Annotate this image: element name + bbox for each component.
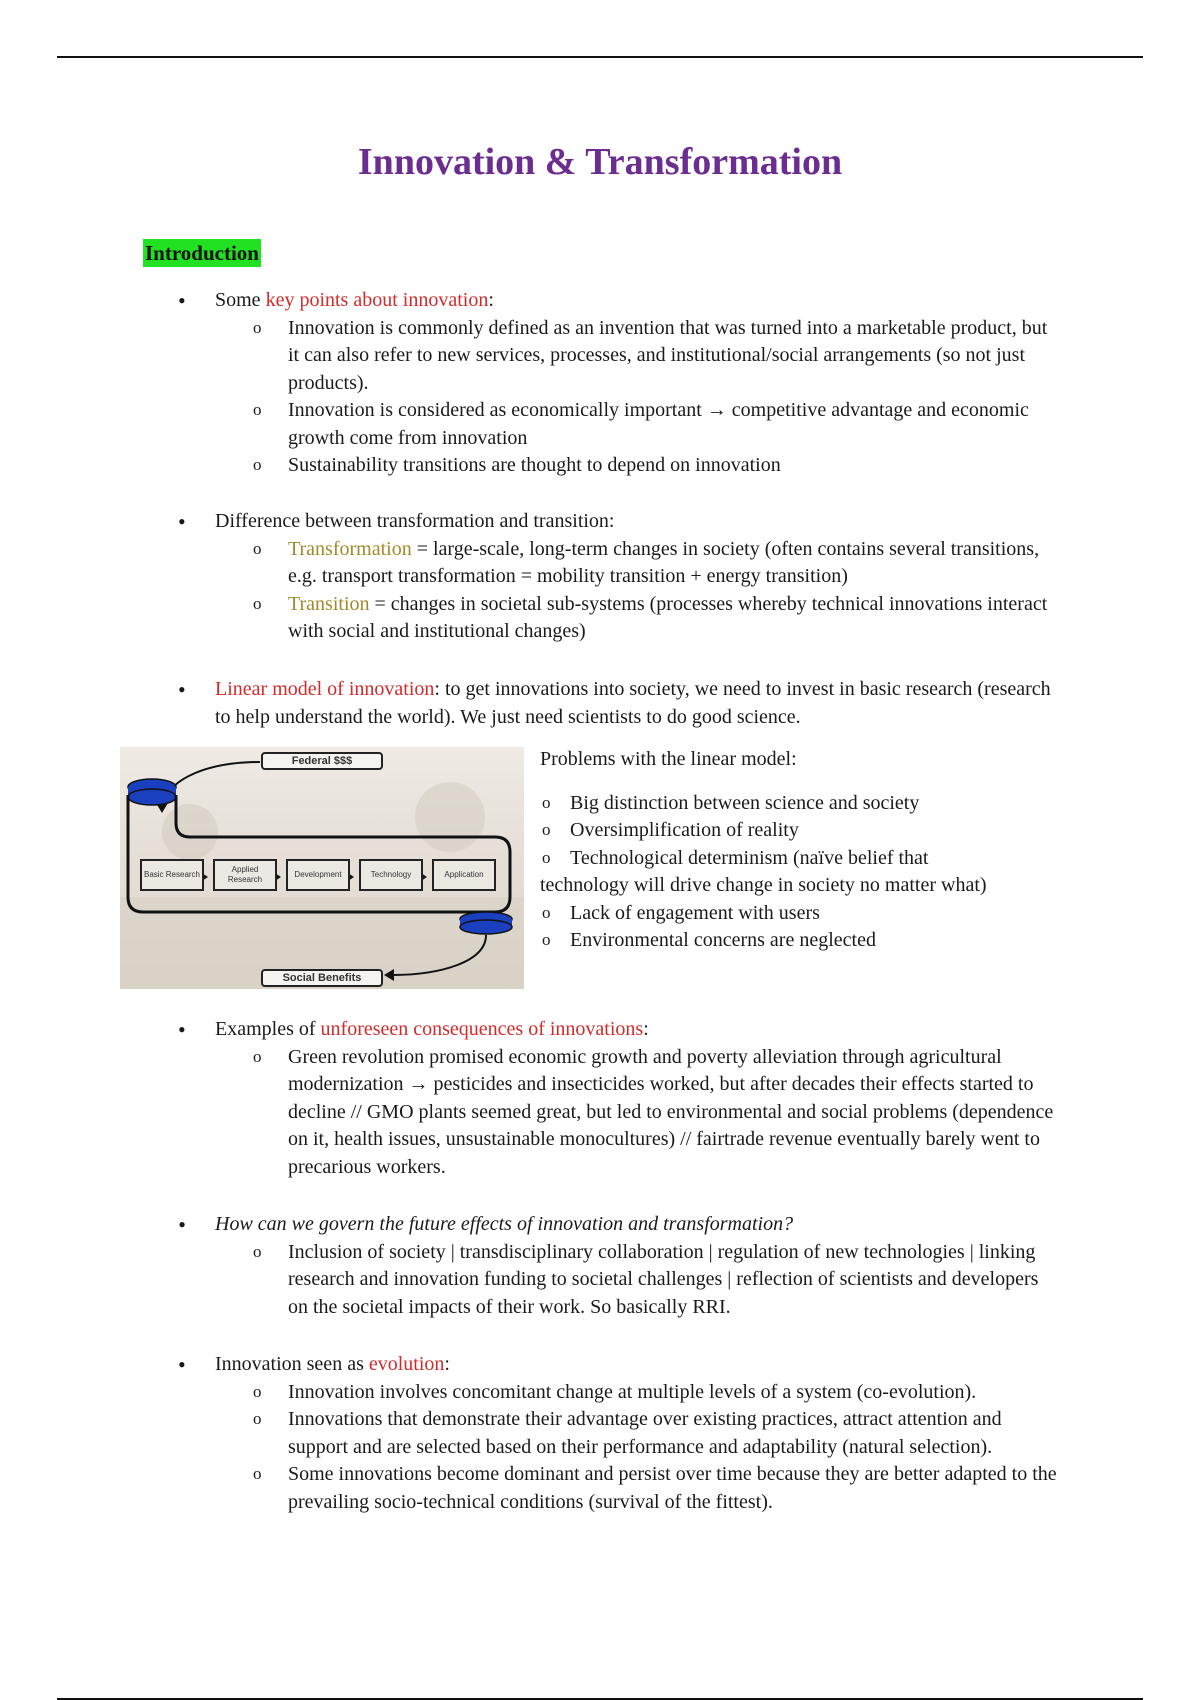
- sub-item: o Transition = changes in societal sub-systems (processes whereby technical innovations interact with social and institutional changes): [0, 591, 1058, 646]
- diagram-box: Applied Research: [213, 859, 277, 891]
- highlight-term: Linear model of innovation: [215, 678, 435, 700]
- top-rule: [57, 56, 1143, 58]
- list-item: o Lack of engagement with users: [540, 900, 1060, 928]
- diagram-box: Basic Research: [140, 859, 204, 891]
- bullet-transformation-transition: [0, 508, 1200, 646]
- list-item: o Environmental concerns are neglected: [540, 927, 1060, 955]
- bullet-key-points: [0, 287, 1200, 480]
- problems-title: Problems with the linear model:: [540, 748, 797, 770]
- highlight-term: evolution: [368, 1353, 445, 1375]
- sub-item: o Sustainability transitions are thought to depend on innovation: [0, 452, 1058, 480]
- list-item: • Examples of unforeseen consequences of innovations:: [0, 1016, 1065, 1044]
- list-item: • How can we govern the future effects of innovation and transformation?: [0, 1211, 1065, 1239]
- diagram-box: Application: [432, 859, 496, 891]
- sub-item: o Innovation is commonly defined as an invention that was turned into a marketable product, but it can also refer to new services, processes, and institutional/social arrangements (so not just products).: [0, 315, 1058, 398]
- list-item: o Technological determinism (naïve belief that: [540, 845, 1060, 873]
- highlight-term: Transformation: [288, 537, 412, 560]
- list-item: o Oversimplification of reality: [540, 817, 1060, 845]
- list-item: • Some key points about innovation:: [0, 287, 1065, 315]
- bullet-govern-future: [0, 1211, 1200, 1321]
- sub-item: o Green revolution promised economic growth and poverty alleviation through agricultural modernization → pesticides and insecticides worked, but after decades their effects started to decline // GMO plants seemed great, but led to environmental and social problems (dependence on it, health issues, unsustainable monocultures) // fairtrade revenue eventually barely went to precarious workers.: [0, 1044, 1058, 1182]
- highlight-term: Transition: [288, 592, 370, 615]
- diagram-label-benefits: Social Benefits: [261, 969, 383, 987]
- bullet-linear-model: [0, 676, 1200, 731]
- bullet-evolution: [0, 1351, 1200, 1516]
- sub-item: o Innovation is considered as economically important → competitive advantage and economic growth come from innovation: [0, 397, 1058, 452]
- highlight-term: key points about innovation: [265, 289, 489, 311]
- bullet-unforeseen-consequences: [0, 1016, 1200, 1181]
- diagram-box: Development: [286, 859, 350, 891]
- section-heading-introduction: Introduction: [145, 241, 259, 265]
- linear-model-problems: [540, 746, 1060, 955]
- linear-model-diagram: [120, 747, 524, 989]
- list-item-continuation: technology will drive change in society no matter what): [540, 874, 987, 896]
- diagram-box: Technology: [359, 859, 423, 891]
- highlight-term: unforeseen consequences of innovations: [320, 1018, 644, 1040]
- sub-item: o Transformation = large-scale, long-term changes in society (often contains several transitions, e.g. transport transformation = mobility transition + energy transition): [0, 536, 1058, 591]
- sub-item: o Some innovations become dominant and persist over time because they are better adapted to the prevailing socio-technical conditions (survival of the fittest).: [0, 1461, 1058, 1516]
- list-item: • Linear model of innovation: to get innovations into society, we need to invest in basic research (research to help understand the world). We just need scientists to do good science.: [0, 676, 1065, 731]
- sub-item: o Innovation involves concomitant change at multiple levels of a system (co-evolution).: [0, 1379, 1058, 1407]
- sub-item: o Inclusion of society | transdisciplinary collaboration | regulation of new technologies | linking research and innovation funding to societal challenges | reflection of scientists and developers on the societal impacts of their work. So basically RRI.: [0, 1239, 1058, 1322]
- list-item: o Big distinction between science and society: [540, 790, 1060, 818]
- list-item: • Difference between transformation and transition:: [0, 508, 1065, 536]
- sub-item: o Innovations that demonstrate their advantage over existing practices, attract attention and support and are selected based on their performance and adaptability (natural selection).: [0, 1406, 1058, 1461]
- diagram-label-funding: Federal $$$: [261, 752, 383, 770]
- page-title: Innovation & Transformation: [357, 141, 843, 183]
- list-item: • Innovation seen as evolution:: [0, 1351, 1065, 1379]
